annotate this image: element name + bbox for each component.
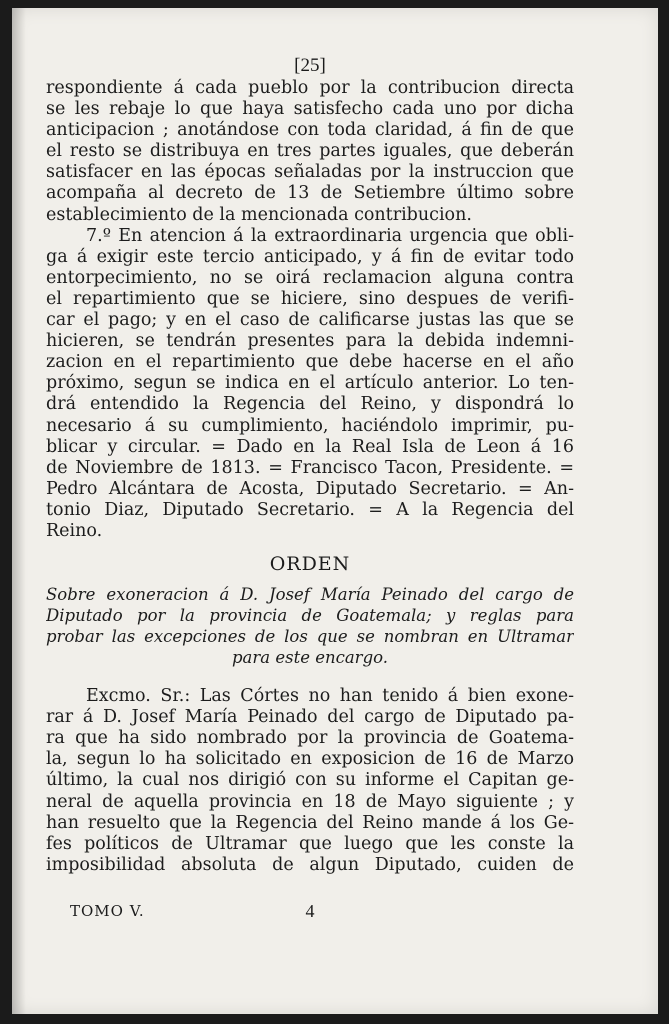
text-line: el repartimiento que se hiciere, sino despues de verifi- [46,288,574,309]
text-line: car el pago; y en el caso de calificarse justas las que se [46,310,574,331]
page-footer [46,900,574,922]
text-line: el resto se distribuya en tres partes iguales, que deberán [46,141,574,162]
text-line: Reino. [46,520,103,541]
text-line: tonio Diaz, Diputado Secretario. = A la Regencia del [46,499,574,520]
text-line: drá entendido la Regencia del Reino, y dispondrá lo [46,394,574,415]
text-line: establecimiento de la mencionada contribucion. [46,204,472,225]
text-line: último, la cual nos dirigió con su informe el Capitan ge- [46,770,574,791]
text-line: acompaña al decreto de 13 de Setiembre último sobre [46,183,574,204]
text-line: próximo, segun se indica en el artículo anterior. Lo ten- [46,373,574,394]
text-line: Pedro Alcántara de Acosta, Diputado Secretario. = An- [46,478,574,499]
text-line: necesario á su cumplimiento, haciéndolo imprimir, pu- [46,415,574,436]
text-line: neral de aquella provincia en 18 de Mayo siguiente ; y [46,791,574,812]
text-line: rar á D. Josef María Peinado del cargo de Diputado pa- [46,707,574,728]
page-number: [25] [294,55,326,76]
order-subtitle [46,584,574,668]
text-line: entorpecimiento, no se oirá reclamacion alguna contra [46,267,574,288]
text-line: zacion en el repartimiento que debe hacerse en el año [46,352,574,373]
text-line: se les rebaje lo que haya satisfecho cada uno por dicha [46,99,574,120]
signature-mark: 4 [305,901,315,921]
continued-paragraph [46,78,574,226]
text-line: fes políticos de Ultramar que luego que les conste la [46,833,574,854]
text-line: imposibilidad absoluta de algun Diputado, cuiden de [46,854,574,875]
section-heading: ORDEN [269,553,351,576]
order-body [46,686,574,876]
text-line: respondiente á cada pueblo por la contribucion directa [46,78,574,98]
subtitle-line: Sobre exoneracion á D. Josef María Peinado del cargo de [46,585,574,605]
book-page [12,8,658,1014]
volume-catchword: TOMO V. [70,902,145,920]
subtitle-line: para este encargo. [231,648,389,668]
text-line: hicieren, se tendrán presentes para la debida indemni- [46,331,574,352]
text-line: ga á exigir este tercio anticipado, y á fin de evitar todo [46,246,574,267]
text-line: ra que ha sido nombrado por la provincia de Goatema- [46,728,574,749]
text-line: 7.º En atencion á la extraordinaria urgencia que obli- [86,225,574,246]
text-line: la, segun lo ha solicitado en exposicion de 16 de Marzo [46,749,574,770]
text-line: han resuelto que la Regencia del Reino mande á los Ge- [46,812,574,833]
text-line: satisfacer en las épocas señaladas por la instruccion que [46,162,574,183]
text-line: de Noviembre de 1813. = Francisco Tacon, Presidente. = [46,457,574,478]
text-line: anticipacion ; anotándose con toda claridad, á fin de que [46,120,574,141]
text-line: blicar y circular. = Dado en la Real Isla de Leon á 16 [46,436,574,457]
article-7-paragraph [46,226,574,542]
text-line: Excmo. Sr.: Las Córtes no han tenido á bien exone- [86,686,574,707]
page-content [46,55,574,921]
subtitle-line: probar las excepciones de los que se nombran en Ultramar [46,627,574,647]
subtitle-line: Diputado por la provincia de Goatemala; y reglas para [46,606,574,626]
